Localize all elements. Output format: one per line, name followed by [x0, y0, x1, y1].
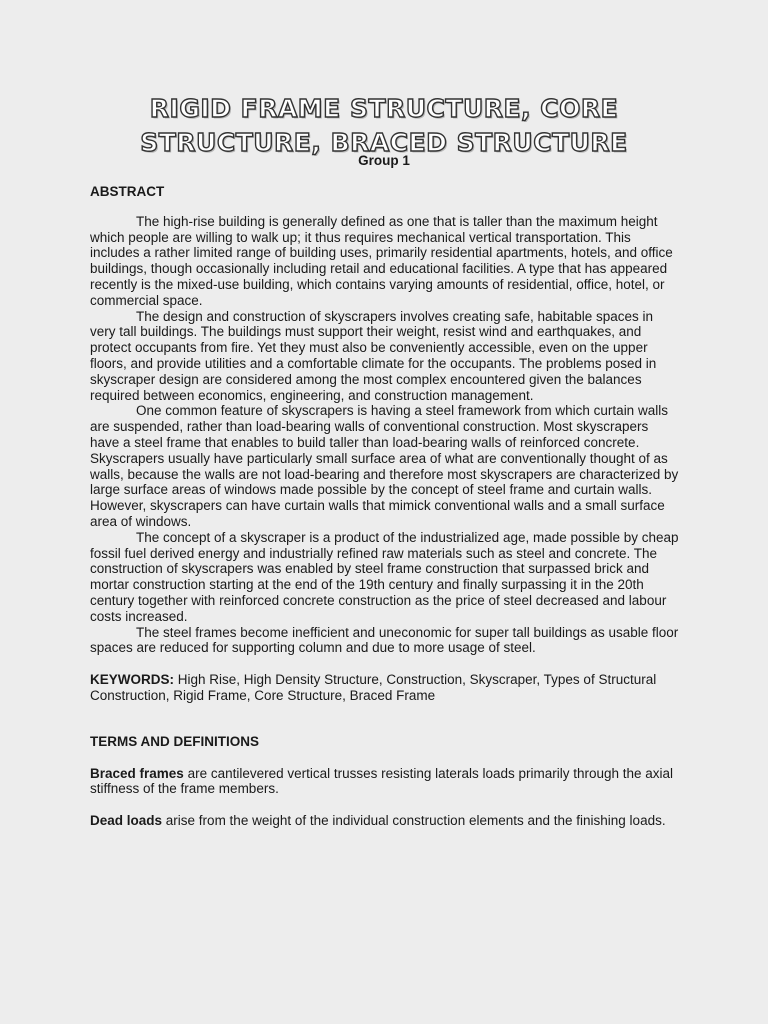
abstract-paragraph: The concept of a skyscraper is a product of the industrialized age, made possible by cheap fossil fuel derived energy and industrially refined raw materials such as steel and concrete. The construction of skyscrapers was enabled by steel frame construction that surpassed brick and mortar construction starting at the end of the 19th century and finally surpassing it in the 20th century together with reinforced concrete construction as the price of steel decreased and labour costs increased.: [90, 529, 679, 624]
keywords-label: KEYWORDS:: [90, 672, 174, 688]
title-line-2: STRUCTURE, BRACED STRUCTURE: [140, 128, 628, 157]
definition-item: [90, 813, 680, 829]
terms-heading: TERMS AND DEFINITIONS: [90, 733, 260, 749]
document-body: [90, 184, 680, 829]
document-title: [0, 92, 768, 160]
abstract-paragraph: The steel frames become inefficient and uneconomic for super tall buildings as usable floor spaces are reduced for supporting column and due to more usage of steel.: [90, 624, 679, 656]
abstract-heading: ABSTRACT: [90, 184, 165, 199]
keywords-text: High Rise, High Density Structure, Construction, Skyscraper, Types of Structural Construction, Rigid Frame, Core Structure, Braced Frame: [90, 672, 657, 703]
abstract-paragraph: One common feature of skyscrapers is having a steel framework from which curtain walls are suspended, rather than load-bearing walls of conventional construction. Most skyscrapers have a steel frame that enables to build taller than load-bearing walls of reinforced concrete. Skyscrapers usually have particularly small surface area of what are conventionally thought of as walls, because the walls are not load-bearing and therefore most skyscrapers are characterized by large surface areas of windows made possible by the concept of steel frame and curtain walls. However, skyscrapers can have curtain walls that mimick conventional walls and a small surface area of windows.: [90, 403, 679, 529]
definition-text: arise from the weight of the individual construction elements and the finishing loads.: [165, 813, 666, 829]
title-line-1: RIGID FRAME STRUCTURE, CORE: [149, 94, 619, 123]
abstract-paragraph: The design and construction of skyscrapers involves creating safe, habitable spaces in very tall buildings. The buildings must support their weight, resist wind and earthquakes, and protect occupants from fire. Yet they must also be conveniently accessible, even on the upper floors, and provide utilities and a comfortable climate for the occupants. The problems posed in skyscraper design are considered among the most complex encountered given the balances required between economics, engineering, and construction management.: [90, 308, 657, 403]
definition-term: Braced frames: [90, 765, 184, 781]
definition-text: are cantilevered vertical trusses resisting laterals loads primarily through the axial stiffness of the frame members.: [90, 765, 674, 797]
definition-item: [90, 766, 680, 798]
group-label: Group 1: [358, 153, 410, 168]
definition-term: Dead loads: [90, 813, 163, 829]
abstract-paragraph: The high-rise building is generally defined as one that is taller than the maximum height which people are willing to walk up; it thus requires mechanical vertical transportation. This includes a rather limited range of building uses, primarily residential apartments, hotels, and office buildings, though occasionally including retail and educational facilities. A type that has appeared recently is the mixed-use building, which contains varying amounts of residential, office, hotel, or commercial space.: [90, 213, 673, 308]
keywords: [90, 672, 680, 704]
